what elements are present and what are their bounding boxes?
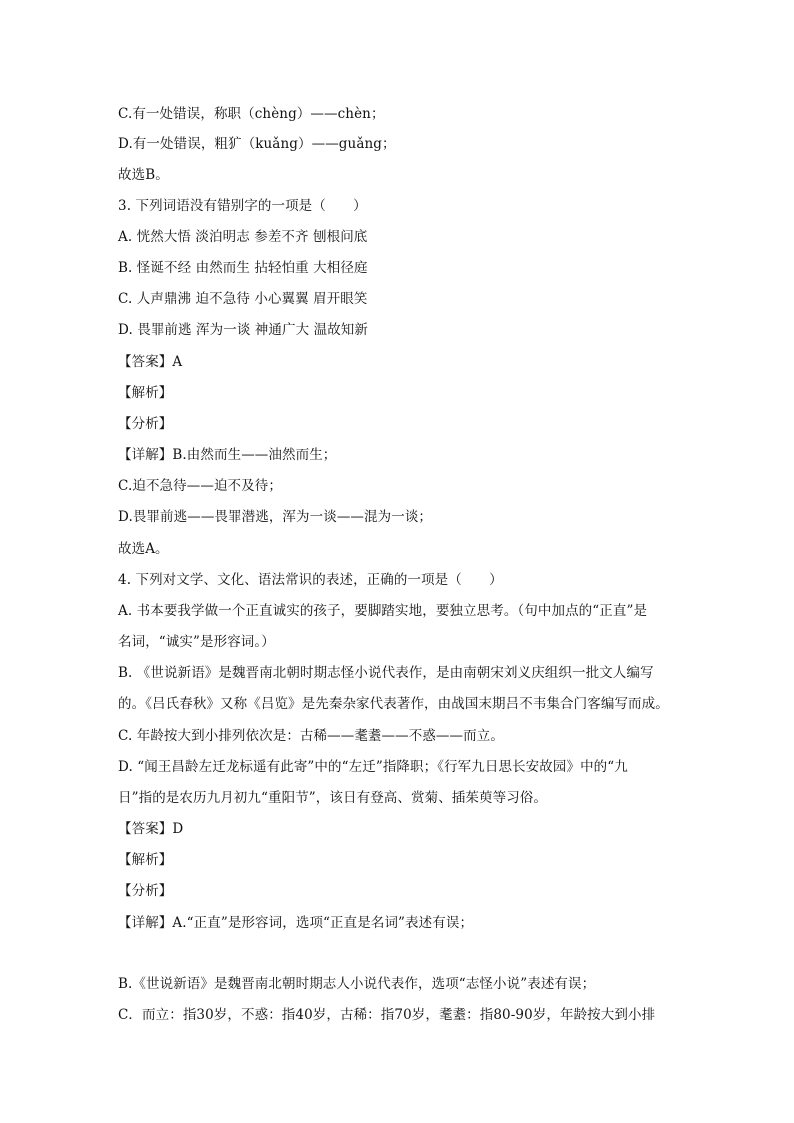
text-line: D.有一处错误，粗犷（kuǎng）——guǎng； <box>118 136 396 152</box>
question-4-option-a-cont: 名词，“诚实”是形容词。） <box>118 634 275 650</box>
detail-line: D.畏罪前逃——畏罪潜逃，浑为一谈——混为一谈； <box>118 509 433 525</box>
question-3-option-d: D. 畏罪前逃 浑为一谈 神通广大 温故知新 <box>118 322 368 338</box>
question-4-option-b-cont: 的。《吕氏春秋》又称《吕览》是先秦杂家代表著作，由战国末期吕不韦集合门客编写而成。 <box>118 696 669 712</box>
analysis-label: 【解析】 <box>118 385 173 401</box>
question-3-option-c: C. 人声鼎沸 迫不急待 小心翼翼 眉开眼笑 <box>118 291 368 307</box>
question-4-option-b: B. 《世说新语》是魏晋南北朝时期志怪小说代表作，是由南朝宋刘义庆组织一批文人编写 <box>118 665 654 681</box>
question-3-option-a: A. 恍然大悟 淡泊明志 参差不齐 刨根问底 <box>118 229 368 245</box>
answer-label: 【答案】D <box>118 821 184 837</box>
analysis-label: 【解析】 <box>118 852 173 868</box>
analysis-sub-label: 【分析】 <box>118 416 173 432</box>
text-line: 故选A。 <box>118 541 169 557</box>
question-4-option-d: D. “闻王昌龄左迁龙标遥有此寄”中的“左迁”指降职；《行军九日思长安故园》中的“九 <box>118 759 628 775</box>
detail-line: C．而立：指30岁，不惑：指40岁，古稀：指70岁，耄耋：指80-90岁，年龄按大到小排 <box>118 1007 656 1023</box>
detail-line: B.《世说新语》是魏晋南北朝时期志人小说代表作，选项“志怪小说”表述有误； <box>118 976 596 992</box>
detail-line: C.迫不急待——迫不及待； <box>118 478 282 494</box>
question-3-option-b: B. 怪诞不经 由然而生 拈轻怕重 大相径庭 <box>118 260 368 276</box>
detail-line: 【详解】B.由然而生——油然而生； <box>118 447 337 463</box>
text-line: 故选B。 <box>118 167 169 183</box>
text-line: C.有一处错误，称职（chèng）——chèn； <box>118 106 385 122</box>
answer-label: 【答案】A <box>118 354 183 370</box>
question-3-stem: 3. 下列词语没有错别字的一项是（ ） <box>118 198 367 214</box>
question-4-option-c: C. 年龄按大到小排列依次是：古稀——耄耋——不惑——而立。 <box>118 728 504 744</box>
question-4-stem: 4. 下列对文学、文化、语法常识的表述，正确的一项是（ ） <box>118 572 503 588</box>
question-4-option-a: A. 书本要我学做一个正直诚实的孩子，要脚踏实地，要独立思考。（句中加点的“正直”是 <box>118 603 648 619</box>
detail-line: 【详解】A.“正直”是形容词，选项“正直是名词”表述有误； <box>118 915 474 931</box>
analysis-sub-label: 【分析】 <box>118 883 173 899</box>
question-4-option-d-cont: 日”指的是农历九月初九“重阳节”，该日有登高、赏菊、插茱萸等习俗。 <box>118 790 548 806</box>
